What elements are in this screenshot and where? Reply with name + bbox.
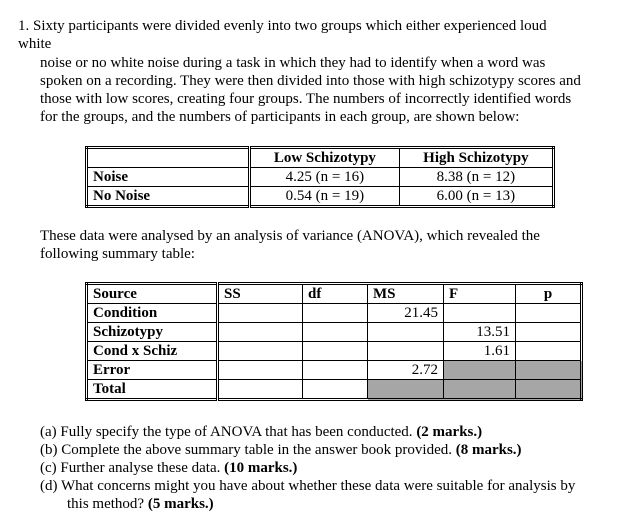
header-p: p xyxy=(516,284,582,304)
part-c: (c) Further analyse these data. (10 marks.) xyxy=(40,460,298,476)
source-label: Cond x Schiz xyxy=(87,342,218,361)
cell-value: 0.54 (n = 19) xyxy=(250,187,400,207)
cell-p xyxy=(516,342,582,361)
part-d-cont: this method? (5 marks.) xyxy=(67,496,214,512)
row-label: Noise xyxy=(87,168,250,187)
header-f: F xyxy=(444,284,516,304)
cell-df xyxy=(303,342,368,361)
cell-df xyxy=(303,304,368,323)
part-a: (a) Fully specify the type of ANOVA that has been conducted. (2 marks.) xyxy=(40,424,483,440)
cell-f xyxy=(444,304,516,323)
cell-ss xyxy=(218,323,303,342)
header-df: df xyxy=(303,284,368,304)
cell-ms: 21.45 xyxy=(368,304,444,323)
source-label: Schizotypy xyxy=(87,323,218,342)
header-ms: MS xyxy=(368,284,444,304)
question-line: spoken on a recording. They were then divided into those with high schizotypy scores and xyxy=(40,73,581,89)
header-high: High Schizotypy xyxy=(399,148,553,168)
paragraph-line: following summary table: xyxy=(40,246,195,262)
question-line: white xyxy=(18,36,52,52)
question-line: 1. Sixty participants were divided evenly into two groups which either experienced loud xyxy=(18,18,547,34)
cell-ms: 2.72 xyxy=(368,361,444,380)
question-line: noise or no white noise during a task in which they had to identify when a word was xyxy=(40,55,546,71)
cell-ms xyxy=(368,342,444,361)
means-table xyxy=(85,146,555,208)
cell-df xyxy=(303,323,368,342)
cell-f: 1.61 xyxy=(444,342,516,361)
cell-p xyxy=(516,323,582,342)
cell-ss xyxy=(218,380,303,400)
cell-ss xyxy=(218,304,303,323)
source-label: Condition xyxy=(87,304,218,323)
header-ss: SS xyxy=(218,284,303,304)
cell-df xyxy=(303,380,368,400)
row-label: No Noise xyxy=(87,187,250,207)
header-low: Low Schizotypy xyxy=(250,148,400,168)
shaded-cell xyxy=(444,361,516,380)
question-line: for the groups, and the numbers of participants in each group, are shown below: xyxy=(40,109,520,125)
cell-value: 6.00 (n = 13) xyxy=(399,187,553,207)
cell-f: 13.51 xyxy=(444,323,516,342)
shaded-cell xyxy=(368,380,444,400)
source-label: Total xyxy=(87,380,218,400)
paragraph-line: These data were analysed by an analysis of variance (ANOVA), which revealed the xyxy=(40,228,540,244)
shaded-cell xyxy=(516,361,582,380)
shaded-cell xyxy=(516,380,582,400)
part-d: (d) What concerns might you have about whether these data were suitable for analysis by xyxy=(40,478,576,494)
header-source: Source xyxy=(87,284,218,304)
shaded-cell xyxy=(444,380,516,400)
source-label: Error xyxy=(87,361,218,380)
cell-p xyxy=(516,304,582,323)
part-b: (b) Complete the above summary table in the answer book provided. (8 marks.) xyxy=(40,442,522,458)
cell-df xyxy=(303,361,368,380)
cell-ss xyxy=(218,342,303,361)
cell-ms xyxy=(368,323,444,342)
anova-table xyxy=(85,282,583,401)
cell-ss xyxy=(218,361,303,380)
question-line: those with low scores, creating four groups. The numbers of incorrectly identified words xyxy=(40,91,572,107)
cell-value: 4.25 (n = 16) xyxy=(250,168,400,187)
cell-value: 8.38 (n = 12) xyxy=(399,168,553,187)
